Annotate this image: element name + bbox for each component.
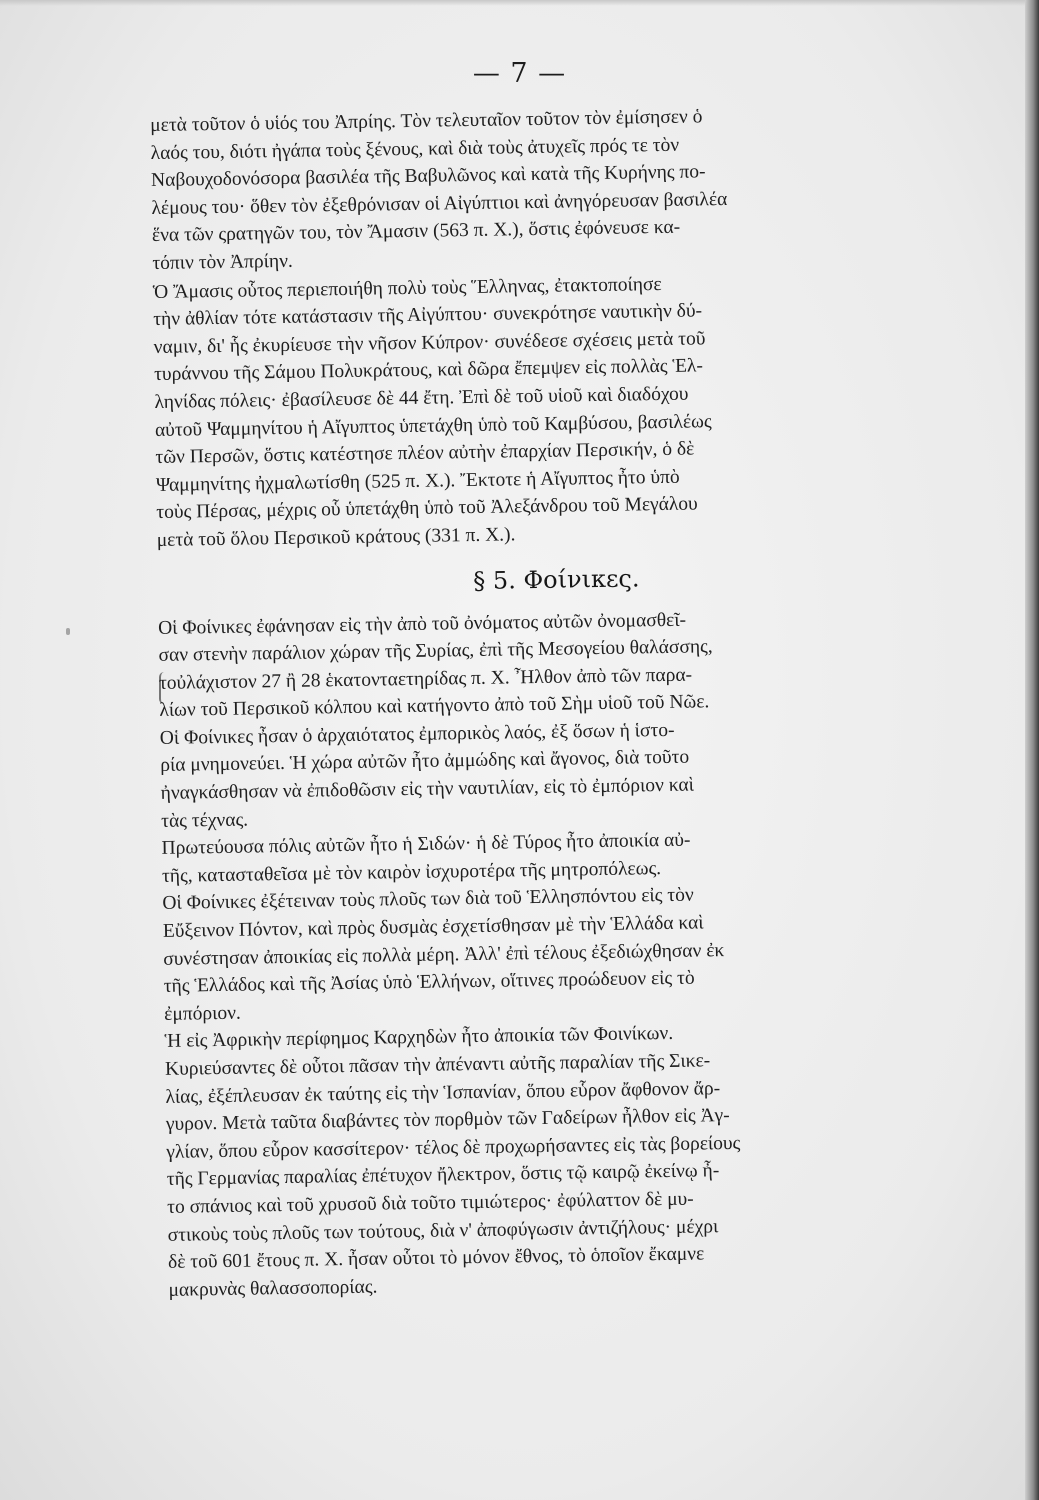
paragraph-amasis: Ὁ Ἄμασις οὗτος περιεποιήθη πολὺ τοὺς Ἕλληνας, ἐτακτοποίησε τὴν ἀθλίαν τότε κατάστασιν τῆς Αἰγύπτου· συνεκρότησε ναυτικὴν δύ- ναμιν, δι' ἧς ἐκυρίευσε τὴν νῆσον Κύπρον· συνέδεσε σχέσεις μετὰ τοῦ τυράννου τῆς Σάμου Πολυκράτους, καὶ δῶρα ἔπεμψεν εἰς πολλὰς Ἑλ- ληνίδας πόλεις· ἐβασίλευσε δὲ 44 ἔτη. Ἐπὶ δὲ τοῦ υἱοῦ καὶ διαδόχου αὐτοῦ Ψαμμηνίτου ἡ Αἴγυπτος ὑπετάχθη ὑπὸ τοῦ Καμβύσου, βασιλέως τῶν Περσῶν, ὅστις κατέστησε πλέον αὐτὴν ἐπαρχίαν Περσικήν, ὁ δὲ Ψαμμηνίτης ἠχμαλωτίσθη (525 π. Χ.). Ἔκτοτε ἡ Αἴγυπτος ἦτο ὑπὸ τοὺς Πέρσας, μέχρις οὗ ὑπετάχθη ὑπὸ τοῦ Ἀλεξάνδρου τοῦ Μεγάλου μετὰ τοῦ ὅλου Περσικοῦ κράτους (331 π. Χ.). bbox=[152, 273, 712, 551]
page-binding-edge bbox=[1025, 0, 1039, 1500]
paragraph-apries: μετὰ τοῦτον ὁ υἱός του Ἀπρίης. Τὸν τελευταῖον τοῦτον τὸν ἐμίσησεν ὁ λαός του, διότι ἠγάπα τοὺς ξένους, καὶ διὰ τοὺς ἀτυχεῖς πρός τε τὸν Ναβουχοδονόσορα βασιλέα τῆς Βαβυλῶνος καὶ κατὰ τῆς Κυρήνης πο- λέμους του· ὅθεν τὸν ἐξεθρόνισαν οἱ Αἰγύπτιοι καὶ ἀνηγόρευσαν βασιλέα ἕνα τῶν ςρατηγῶν του, τὸν Ἄμασιν (563 π. Χ.), ὅστις ἐφόνευσε κα- τόπιν τὸν Ἀπρίην. bbox=[150, 106, 728, 274]
paragraph-phoenicians-origin: Οἱ Φοίνικες ἐφάνησαν εἰς τὴν ἀπὸ τοῦ ὀνόματος αὐτῶν ὀνομασθεῖ- σαν στενὴν παράλιον χώραν τῆς Συρίας, ἐπὶ τῆς Μεσογείου θαλάσσης, τοὐλάχιστον 27 ἢ 28 ἑκατονταετηρίδας π. Χ. Ἦλθον ἀπὸ τῶν παρα- λίων τοῦ Περσικοῦ κόλπου καὶ κατήγοντο ἀπὸ τοῦ Σὴμ υἱοῦ τοῦ Νῶε. bbox=[157, 609, 713, 722]
page-number: — 7 — bbox=[472, 58, 567, 89]
paragraph-voyages: Οἱ Φοίνικες ἐξέτειναν τοὺς πλοῦς των διὰ τοῦ Ἑλλησπόντου εἰς τὸν Εὔξεινον Πόντον, καὶ πρὸς δυσμὰς ἐσχετίσθησαν μὲ τὴν Ἑλλάδα καὶ συνέστησαν ἀποικίας εἰς πολλὰ μέρη. Ἀλλ' ἐπὶ τέλους ἐξεδιώχθησαν ἐκ τῆς Ἑλλάδος καὶ τῆς Ἀσίας ὑπὸ Ἑλλήνων, οἵτινες προώδευον εἰς τὸ ἐμπόριον. bbox=[162, 884, 725, 1025]
paragraph-sidon-tyre: Πρωτεύουσα πόλις αὐτῶν ἦτο ἡ Σιδών· ἡ δὲ Τύρος ἦτο ἀποικία αὐ- τῆς, κατασταθεῖσα μὲ τὸν καιρὸν ἰσχυροτέρα τῆς μητροπόλεως. bbox=[161, 829, 691, 887]
page-top-shadow bbox=[0, 0, 1039, 6]
section-heading-phoenicians: § 5. Φοίνικες. bbox=[473, 563, 640, 595]
paragraph-carthage: Ἡ εἰς Ἀφρικὴν περίφημος Καρχηδὼν ἦτο ἀποικία τῶν Φοινίκων. Κυριεύσαντες δὲ οὗτοι πᾶσαν τὴν ἀπέναντι αὐτῆς παραλίαν τῆς Σικε- λίας, ἐξέπλευσαν ἐκ ταύτης εἰς τὴν Ἱσπανίαν, ὅπου εὗρον ἄφθονον ἄρ- γυρον. Μετὰ ταῦτα διαβάντες τὸν πορθμὸν τῶν Γαδείρων ἦλθον εἰς Ἀγ- γλίαν, ὅπου εὗρον κασσίτερον· τέλος δὲ προχωρήσαντες εἰς τὰς βορείους τῆς Γερμανίας παραλίας ἐπέτυχον ἤλεκτρον, ὅστις τῷ καιρῷ ἐκείνῳ ἦ- το σπάνιος καὶ τοῦ χρυσοῦ διὰ τοῦτο τιμιώτερος· ἐφύλαττον δὲ μυ- στικοὺς τοὺς πλοῦς των τούτους, διὰ ν' ἀποφύγωσιν ἀντιζήλους· μέχρι δὲ τοῦ 601 ἔτους π. Χ. ἦσαν οὗτοι τὸ μόνον ἔθνος, τὸ ὁποῖον ἔκαμνε μακρυνὰς θαλασσοπορίας. bbox=[164, 1023, 741, 1301]
paragraph-phoenicians-trade: Οἱ Φοίνικες ἦσαν ὁ ἀρχαιότατος ἐμπορικὸς λαός, ἐξ ὅσων ἡ ἱστο- ρία μνημονεύει. Ἡ χώρα αὐτῶν ἦτο ἀμμώδης καὶ ἄγονος, διὰ τοῦτο ἠναγκάσθησαν νὰ ἐπιδοθῶσιν εἰς τὴν ναυτιλίαν, εἰς τὸ ἐμπόριον καὶ τὰς τέχνας. bbox=[159, 719, 695, 832]
page-body bbox=[150, 99, 967, 1304]
ink-speck bbox=[66, 628, 70, 635]
